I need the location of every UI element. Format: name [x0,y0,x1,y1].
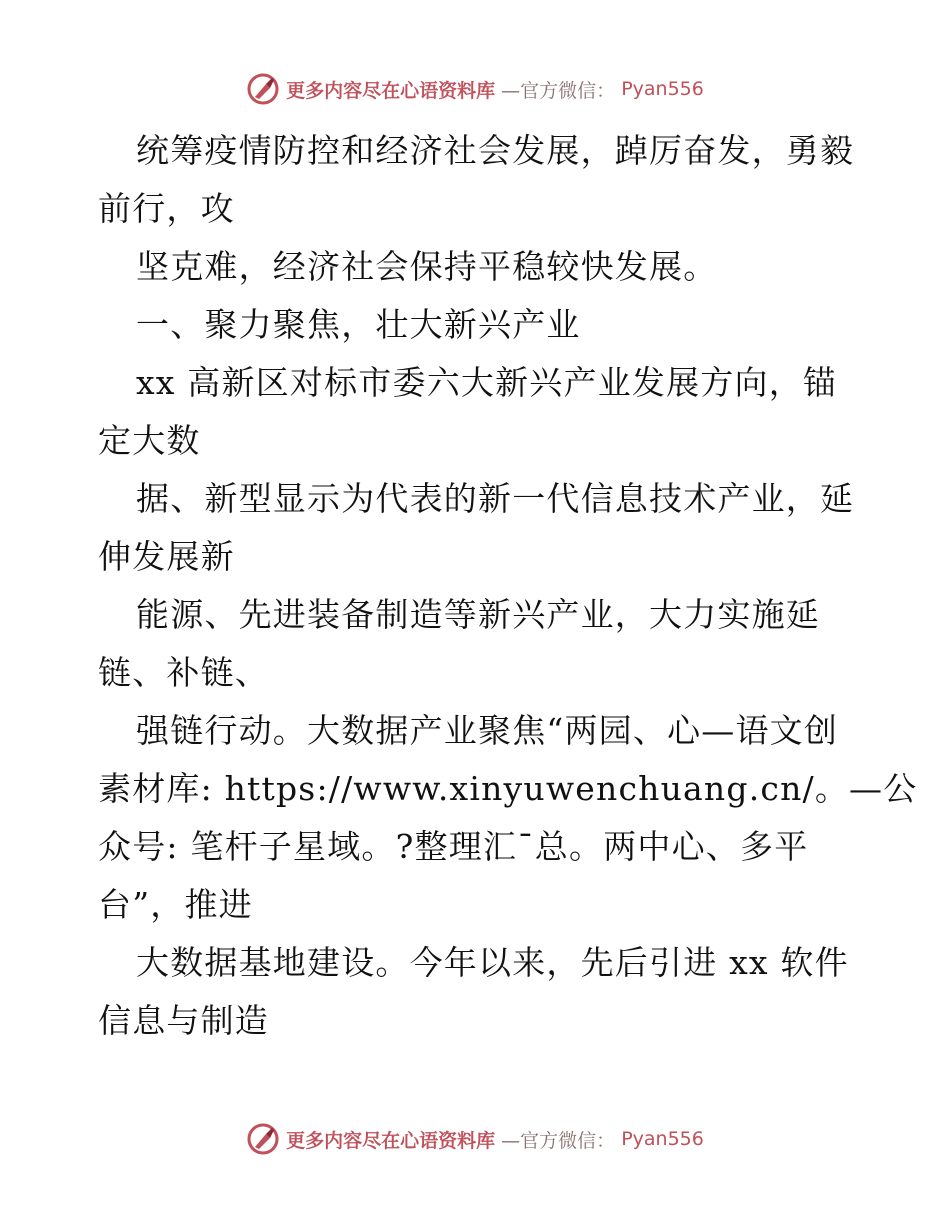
watermark-separator: —官方微信： [501,79,616,102]
watermark-separator: —官方微信： [501,1129,616,1152]
text-line: xx 高新区对标市委六大新兴产业发展方向，锚 [136,363,838,402]
watermark-wechat-id: Pyan556 [621,1128,704,1150]
watermark-wechat-id: Pyan556 [621,78,704,100]
watermark-text: 更多内容尽在心语资料库 [286,1129,496,1152]
text-line: 强链行动。大数据产业聚焦“两园、心—语文创 [136,711,839,750]
text-line: 台”，推进 [98,885,253,924]
document-body [98,122,918,1050]
text-line: 素材库: https://www.xinyuwenchuang.cn/。—公 [98,769,918,808]
footer-watermark [0,1122,950,1156]
text-line: 链、补链、 [98,653,269,692]
text-line: 定大数 [98,421,201,460]
watermark-text: 更多内容尽在心语资料库 [286,79,496,102]
text-line: 据、新型显示为代表的新一代信息技术产业，延 [136,479,855,518]
text-line: 伸发展新 [98,537,235,576]
text-line: 信息与制造 [98,1001,269,1040]
header-watermark [0,72,950,106]
text-line: 众号: 笔杆子星域。?整理汇¯总。两中心、多平 [98,827,809,866]
pen-nib-circle-icon [246,1122,280,1156]
section-heading: 一、聚力聚焦，壮大新兴产业 [136,305,581,344]
text-line: 能源、先进装备制造等新兴产业，大力实施延 [136,595,820,634]
text-line: 前行，攻 [98,189,235,228]
pen-nib-circle-icon [246,72,280,106]
text-line: 统筹疫情防控和经济社会发展，踔厉奋发，勇毅 [136,131,855,170]
text-line: 坚克难，经济社会保持平稳较快发展。 [136,247,718,286]
text-line: 大数据基地建设。今年以来，先后引进 xx 软件 [136,943,849,982]
